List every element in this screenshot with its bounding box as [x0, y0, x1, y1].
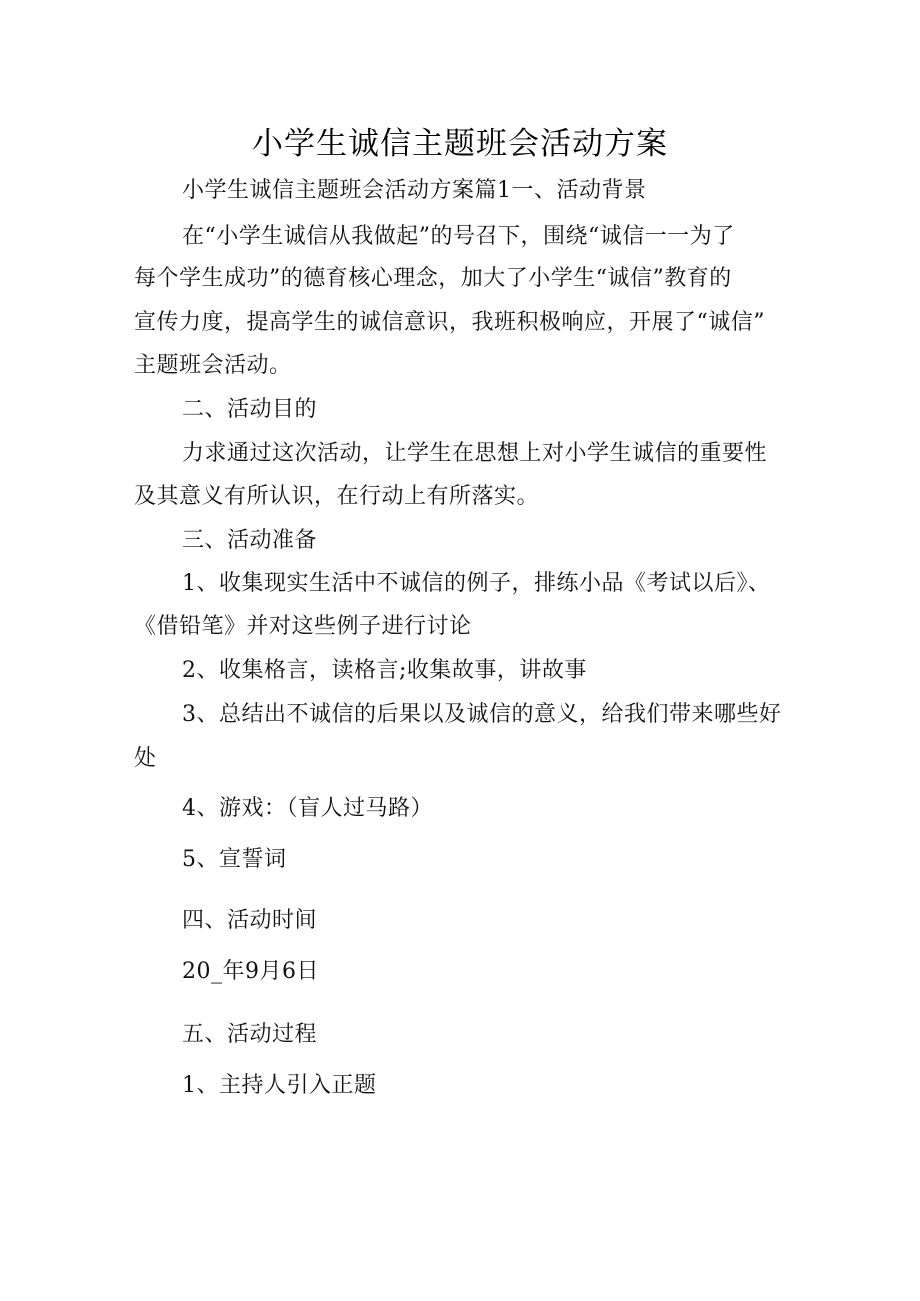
section-heading-process: 五、活动过程: [182, 1022, 318, 1047]
list-item-2: 2、收集格言，读格言;收集故事，讲故事: [182, 658, 587, 683]
paragraph-background-line-1: 在“小学生诚信从我做起”的号召下，围绕“诚信一一为了: [182, 224, 735, 249]
paragraph-purpose-line-1: 力求通过这次活动，让学生在思想上对小学生诚信的重要性: [182, 441, 768, 466]
list-item-4: 4、游戏：（盲人过马路）: [182, 796, 433, 821]
activity-date: 20_年9月6日: [182, 959, 319, 984]
process-item-1: 1、主持人引入正题: [182, 1073, 377, 1098]
paragraph-background-line-3: 宣传力度，提高学生的诚信意识，我班积极响应，开展了“诚信”: [134, 310, 765, 335]
paragraph-background-line-2: 每个学生成功”的德育核心理念，加大了小学生“诚信”教育的: [134, 266, 732, 291]
list-item-1-line-1: 1、收集现实生活中不诚信的例子，排练小品《考试以后》、: [182, 571, 771, 596]
list-item-3-line-2: 处: [134, 746, 157, 771]
paragraph-background-line-4: 主题班会活动。: [134, 353, 292, 378]
list-item-3-line-1: 3、总结出不诚信的后果以及诚信的意义，给我们带来哪些好: [182, 702, 782, 727]
document-title: 小学生诚信主题班会活动方案: [252, 126, 668, 162]
section-heading-background: 小学生诚信主题班会活动方案篇1一、活动背景: [182, 178, 647, 203]
list-item-1-line-2: 《借铅笔》并对这些例子进行讨论: [134, 614, 472, 639]
section-heading-purpose: 二、活动目的: [182, 397, 318, 422]
list-item-5: 5、宣誓词: [182, 847, 287, 872]
section-heading-time: 四、活动时间: [182, 908, 318, 933]
paragraph-purpose-line-2: 及其意义有所认识，在行动上有所落实。: [134, 484, 540, 509]
section-heading-preparation: 三、活动准备: [182, 528, 318, 553]
